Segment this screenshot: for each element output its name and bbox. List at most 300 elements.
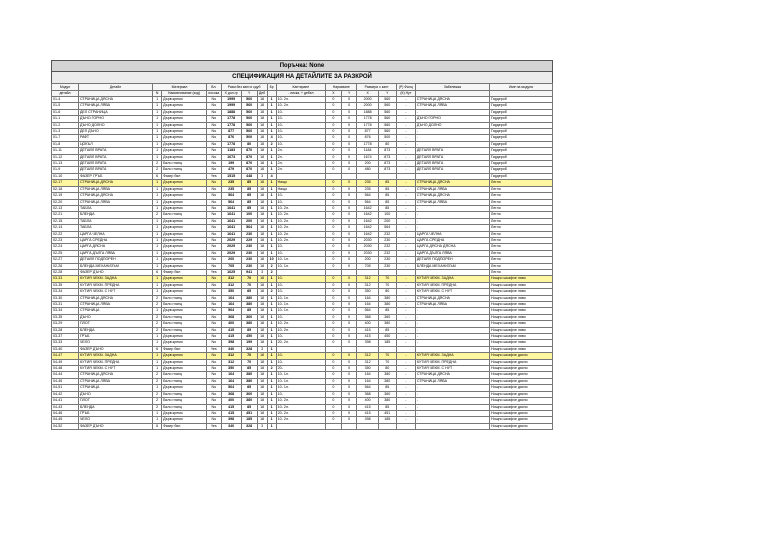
- row-qty: 1: [267, 276, 276, 282]
- row-part: ДЪНО ДОЛНО: [78, 122, 152, 128]
- row-cut-x: 398: [221, 340, 241, 346]
- row-qty: 1: [267, 97, 276, 103]
- col-groove-y: Y: [341, 91, 357, 97]
- row-note: -: [415, 205, 489, 211]
- row-qty: 1: [267, 129, 276, 135]
- col-module: Име на модула: [490, 84, 553, 91]
- col-drill: (Р) Фалц: [396, 84, 415, 91]
- row-cut-thk: 18: [257, 327, 267, 333]
- row-grain: No: [206, 237, 221, 243]
- row-cut-thk: 3: [257, 269, 267, 275]
- row-cut-x: 1641: [221, 225, 241, 231]
- row-note: СТРАНИЦА ЛЯВА: [415, 199, 489, 205]
- row-mat-name: Дърв.кремо: [162, 148, 207, 154]
- row-grain: No: [206, 109, 221, 115]
- row-fin-y: 564: [378, 225, 396, 231]
- row-fin-x: 1642: [357, 225, 378, 231]
- row-fin-x: 398: [357, 417, 378, 423]
- row-module: Нощно шкафче дясно: [490, 359, 553, 365]
- row-code: 04-41: [52, 398, 79, 404]
- row-mat-n: 2: [153, 321, 162, 327]
- row-mat-n: 2: [153, 302, 162, 308]
- row-fin-x: 1888: [357, 109, 378, 115]
- row-fin-y: 185: [378, 417, 396, 423]
- row-cut-y: 560: [241, 109, 257, 115]
- row-fin-y: 230: [378, 257, 396, 263]
- row-groove-y: 0: [341, 205, 357, 211]
- row-edging: 10- 2л.: [276, 237, 325, 243]
- col-cut-x: X дол.гр: [221, 91, 241, 97]
- row-fin-x: 1642: [357, 205, 378, 211]
- row-cut-x: 340: [221, 423, 241, 429]
- row-cut-thk: 18: [257, 205, 267, 211]
- row-groove-x: 0: [326, 385, 342, 391]
- row-code: 01-5: [52, 103, 79, 109]
- row-cut-thk: 18: [257, 167, 267, 173]
- row-groove-y: 0: [341, 359, 357, 365]
- row-fin-x: 2000: [357, 103, 378, 109]
- row-drill: -: [396, 417, 415, 423]
- row-code: 01-3: [52, 129, 79, 135]
- row-cut-y: 85: [241, 385, 257, 391]
- row-note: СТРАНИЦА ДЯСНА: [415, 97, 489, 103]
- row-code: 03-37: [52, 334, 79, 340]
- row-module: Гардероб: [490, 141, 553, 147]
- row-edging: 10-: [276, 289, 325, 295]
- row-fin-x: 1778: [357, 141, 378, 147]
- row-groove-y: 0: [341, 225, 357, 231]
- row-fin-y: 85: [378, 193, 396, 199]
- row-fin-y: 873: [378, 161, 396, 167]
- row-drill: -: [396, 161, 415, 167]
- row-edging: 10- 2л.: [276, 218, 325, 224]
- row-mat-n: 1: [153, 308, 162, 314]
- row-qty: 1: [267, 378, 276, 384]
- row-note: КУТИЯ ЧЕКМ. ЗАДНА: [415, 353, 489, 359]
- row-cut-y: 360: [241, 391, 257, 397]
- row-part: ФАЗЕР ГРЪБ: [78, 173, 152, 179]
- row-module: Нощно шкафче дясно: [490, 372, 553, 378]
- row-groove-y: 0: [341, 295, 357, 301]
- row-fin-y: 80: [378, 366, 396, 372]
- row-mat-name: Фазер бял: [162, 346, 207, 352]
- row-grain: No: [206, 141, 221, 147]
- row-fin-x: 312: [357, 282, 378, 288]
- row-part: СТРАНИЦА ЛЯВА: [78, 302, 152, 308]
- row-fin-y: 560: [378, 109, 396, 115]
- row-grain: No: [206, 417, 221, 423]
- row-groove-x: 0: [326, 199, 342, 205]
- row-mat-name: Дърв.кремо: [162, 417, 207, 423]
- row-grain: No: [206, 353, 221, 359]
- row-cut-y: 380: [241, 302, 257, 308]
- row-drill: -: [396, 148, 415, 154]
- row-grain: No: [206, 257, 221, 263]
- row-cut-x: 235: [221, 186, 241, 192]
- row-code: 04-42: [52, 391, 79, 397]
- row-fin-y: 80: [378, 289, 396, 295]
- row-part: СТРАНИЦА ЛЯВА: [78, 186, 152, 192]
- row-mat-name: Бяло гланц: [162, 378, 207, 384]
- row-fin-x: 1642: [357, 218, 378, 224]
- row-grain: No: [206, 398, 221, 404]
- row-mat-name: Дърв.кремо: [162, 186, 207, 192]
- order-label: Поръчка: None: [51, 60, 553, 71]
- row-mat-n: 1: [153, 218, 162, 224]
- row-code: 02-28: [52, 269, 79, 275]
- col-cut-thk: Деб: [257, 91, 267, 97]
- row-fin-y: 232: [378, 244, 396, 250]
- row-mat-n: 1: [153, 193, 162, 199]
- row-drill: -: [396, 410, 415, 416]
- row-fin-y: 873: [378, 148, 396, 154]
- row-mat-n: 1: [153, 225, 162, 231]
- row-mat-name: Бяло гланц: [162, 321, 207, 327]
- row-groove-x: 0: [326, 282, 342, 288]
- row-groove-y: 0: [341, 199, 357, 205]
- row-grain: No: [206, 263, 221, 269]
- row-module: Легло: [490, 244, 553, 250]
- row-mat-n: 1: [153, 366, 162, 372]
- row-groove-y: 0: [341, 327, 357, 333]
- row-qty: 1: [267, 180, 276, 186]
- row-module: Легло: [490, 269, 553, 275]
- row-module: Легло: [490, 186, 553, 192]
- row-groove-x: 0: [326, 122, 342, 128]
- row-qty: 1: [267, 103, 276, 109]
- row-cut-x: 1673: [221, 154, 241, 160]
- row-grain: No: [206, 295, 221, 301]
- row-mat-name: Дърв.кремо: [162, 340, 207, 346]
- row-fin-y: 560: [378, 97, 396, 103]
- row-drill: -: [396, 321, 415, 327]
- row-groove-x: 0: [326, 193, 342, 199]
- row-fin-x: 312: [357, 359, 378, 365]
- row-code: 04-49: [52, 359, 79, 365]
- row-groove-y: 0: [341, 244, 357, 250]
- row-cut-thk: 18: [257, 97, 267, 103]
- row-cut-thk: 18: [257, 199, 267, 205]
- col-grain-sub: посока: [208, 91, 220, 95]
- row-cut-y: 80: [241, 141, 257, 147]
- col-finished: Размери с кант: [357, 84, 396, 91]
- row-cut-y: 230: [241, 263, 257, 269]
- row-mat-n: 1: [153, 97, 162, 103]
- row-edging: 10-: [276, 193, 325, 199]
- row-part: ГРЪБ: [78, 334, 152, 340]
- row-edging: 10-: [276, 244, 325, 250]
- row-cut-y: 85: [241, 205, 257, 211]
- row-module: Гардероб: [490, 148, 553, 154]
- row-part: ЦАРГА ДЯСНА: [78, 244, 152, 250]
- row-cut-thk: 18: [257, 135, 267, 141]
- row-drill: -: [396, 103, 415, 109]
- row-groove-x: 0: [326, 109, 342, 115]
- row-note: -: [415, 129, 489, 135]
- row-drill: -: [396, 398, 415, 404]
- row-cut-x: 2029: [221, 237, 241, 243]
- row-note: -: [415, 385, 489, 391]
- row-drill: -: [396, 141, 415, 147]
- row-groove-y: 0: [341, 321, 357, 327]
- row-code: 02-25: [52, 250, 79, 256]
- row-cut-thk: 18: [257, 154, 267, 160]
- row-qty: 1: [267, 346, 276, 352]
- row-cut-thk: 18: [257, 353, 267, 359]
- row-mat-name: Дърв.кремо: [162, 154, 207, 160]
- row-cut-thk: 3: [257, 346, 267, 352]
- row-cut-y: 85: [241, 199, 257, 205]
- row-edging: 2л.: [276, 154, 325, 160]
- row-mat-n: 2: [153, 404, 162, 410]
- row-mat-name: Бяло гланц: [162, 295, 207, 301]
- row-mat-n: 1: [153, 417, 162, 423]
- row-code: 02-15: [52, 218, 79, 224]
- row-fin-x: 398: [357, 340, 378, 346]
- row-part: ЦАРГА ЧЕЛНА: [78, 231, 152, 237]
- row-grain: No: [206, 302, 221, 308]
- row-groove-x: 0: [326, 237, 342, 243]
- row-fin-y: 380: [378, 302, 396, 308]
- row-drill: -: [396, 302, 415, 308]
- row-fin-x: 164: [357, 378, 378, 384]
- row-cut-x: 1515: [221, 173, 241, 179]
- row-fin-y: 85: [378, 199, 396, 205]
- row-groove-y: 0: [341, 398, 357, 404]
- row-mat-n: 1: [153, 334, 162, 340]
- row-drill: -: [396, 186, 415, 192]
- row-qty: 2: [267, 269, 276, 275]
- row-grain: No: [206, 231, 221, 237]
- row-mat-n: 1: [153, 289, 162, 295]
- row-cut-y: 70: [241, 282, 257, 288]
- row-drill: -: [396, 237, 415, 243]
- col-drill-sub: (К) Нут: [396, 91, 415, 97]
- row-groove-x: 0: [326, 321, 342, 327]
- row-edging: 20- 2л.: [276, 410, 325, 416]
- row-qty: 1: [267, 244, 276, 250]
- row-fin-x: 2030: [357, 250, 378, 256]
- row-edging: 10- 1л.: [276, 385, 325, 391]
- row-part: ДЪНО: [78, 314, 152, 320]
- row-mat-n: 2: [153, 167, 162, 173]
- row-qty: 1: [267, 225, 276, 231]
- row-mat-n: 1: [153, 340, 162, 346]
- row-groove-x: 0: [326, 135, 342, 141]
- row-code: 01-6: [52, 109, 79, 115]
- row-mat-name: Дърв.кремо: [162, 385, 207, 391]
- row-grain: No: [206, 103, 221, 109]
- row-edging: 10- 1л.: [276, 308, 325, 314]
- row-fin-x: 876: [357, 135, 378, 141]
- row-module: Легло: [490, 257, 553, 263]
- row-cut-x: 1641: [221, 212, 241, 218]
- row-groove-y: [341, 423, 357, 429]
- row-mat-n: 6: [153, 269, 162, 275]
- row-cut-x: 564: [221, 193, 241, 199]
- row-groove-y: 0: [341, 97, 357, 103]
- row-part: ТАБЛА: [78, 225, 152, 231]
- row-fin-x: 350: [357, 366, 378, 372]
- row-fin-x: 368: [357, 391, 378, 397]
- row-part: КУТИЯ ЧЕКМ. ЗАДНА: [78, 353, 152, 359]
- row-module: Гардероб: [490, 161, 553, 167]
- row-code: 01-12: [52, 154, 79, 160]
- row-part: КУТИЯ ЧЕКМ. ПРЕДНА: [78, 282, 152, 288]
- row-edging: 10-: [276, 250, 325, 256]
- row-edging: 10-: [276, 391, 325, 397]
- row-groove-y: 0: [341, 161, 357, 167]
- row-cut-thk: 18: [257, 391, 267, 397]
- row-edging: 10- 2л.: [276, 103, 325, 109]
- row-fin-x: 564: [357, 199, 378, 205]
- row-module: Нощно шкафче дясно: [490, 417, 553, 423]
- row-qty: 1: [267, 154, 276, 160]
- row-grain: No: [206, 378, 221, 384]
- row-fin-y: 560: [378, 122, 396, 128]
- row-module: Нощно шкафче дясно: [490, 378, 553, 384]
- row-drill: -: [396, 263, 415, 269]
- row-qty: 10: [267, 257, 276, 263]
- row-mat-n: 1: [153, 205, 162, 211]
- row-groove-y: 0: [341, 378, 357, 384]
- row-mat-n: 1: [153, 103, 162, 109]
- row-code: 02-18: [52, 186, 79, 192]
- row-mat-name: Дърв.кремо: [162, 289, 207, 295]
- row-mat-name: Бяло гланц: [162, 212, 207, 218]
- row-part: ЦАРГА СРЕДНА: [78, 237, 152, 243]
- row-qty: 1: [267, 218, 276, 224]
- row-module: Легло: [490, 250, 553, 256]
- row-cut-x: 415: [221, 327, 241, 333]
- row-code: 02-27: [52, 257, 79, 263]
- row-edging: 10- 1л.: [276, 263, 325, 269]
- row-fin-x: 1642: [357, 231, 378, 237]
- row-groove-x: 0: [326, 180, 342, 186]
- row-grain: No: [206, 116, 221, 122]
- row-drill: -: [396, 129, 415, 135]
- row-fin-y: 380: [378, 372, 396, 378]
- row-fin-x: 164: [357, 302, 378, 308]
- row-module: Нощно шкафче ляво: [490, 334, 553, 340]
- row-qty: 1: [267, 398, 276, 404]
- row-module: Нощно шкафче ляво: [490, 308, 553, 314]
- row-grain: Yes: [206, 423, 221, 429]
- row-cut-x: 164: [221, 378, 241, 384]
- row-grain: No: [206, 391, 221, 397]
- row-code: 02-20: [52, 199, 79, 205]
- row-drill: -: [396, 218, 415, 224]
- row-grain: No: [206, 334, 221, 340]
- row-edging: 10- 2л.: [276, 417, 325, 423]
- row-fin-x: 564: [357, 385, 378, 391]
- row-cut-x: 564: [221, 385, 241, 391]
- row-qty: 1: [267, 167, 276, 173]
- row-groove-y: 0: [341, 372, 357, 378]
- row-mat-name: Дърв.кремо: [162, 97, 207, 103]
- row-edging: 10- 2л.: [276, 398, 325, 404]
- row-grain: No: [206, 193, 221, 199]
- row-groove-x: 0: [326, 308, 342, 314]
- col-grain: Вл.: [206, 84, 221, 91]
- row-qty: 1: [267, 404, 276, 410]
- row-qty: 1: [267, 205, 276, 211]
- row-fin-x: 1184: [357, 148, 378, 154]
- row-fin-x: 564: [357, 193, 378, 199]
- row-mat-name: Дърв.кремо: [162, 109, 207, 115]
- row-part: КУТИЯ ЧЕКМ. ПРЕДНА: [78, 359, 152, 365]
- row-note: СТРАНИЦА ЛЯВА: [415, 186, 489, 192]
- row-cut-thk: 18: [257, 276, 267, 282]
- row-mat-name: Дърв.кремо: [162, 231, 207, 237]
- row-mat-n: 2: [153, 378, 162, 384]
- row-groove-y: 0: [341, 193, 357, 199]
- row-grain: No: [206, 385, 221, 391]
- row-cut-y: 70: [241, 353, 257, 359]
- row-cut-thk: 18: [257, 385, 267, 391]
- row-cut-thk: 18: [257, 180, 267, 186]
- row-qty: 1: [267, 199, 276, 205]
- row-note: -: [415, 404, 489, 410]
- row-mat-n: 1: [153, 385, 162, 391]
- row-groove-x: 0: [326, 378, 342, 384]
- row-groove-x: 0: [326, 327, 342, 333]
- row-fin-y: 560: [378, 116, 396, 122]
- row-code: 01-13: [52, 161, 79, 167]
- row-drill: -: [396, 314, 415, 320]
- row-part: ПЛОТ: [78, 321, 152, 327]
- row-fin-y: 80: [378, 141, 396, 147]
- row-fin-x: 350: [357, 289, 378, 295]
- row-note: ДЪНО ДОЛНО: [415, 122, 489, 128]
- row-groove-y: 0: [341, 366, 357, 372]
- row-fin-x: 312: [357, 276, 378, 282]
- row-fin-y: 85: [378, 180, 396, 186]
- row-edging: 2л.: [276, 167, 325, 173]
- row-part: СТРАНИЦА ДЯСНА: [78, 180, 152, 186]
- row-cut-y: 380: [241, 295, 257, 301]
- row-note: -: [415, 334, 489, 340]
- row-note: ЦАРГА СРЕДНА: [415, 237, 489, 243]
- row-cut-x: 400: [221, 321, 241, 327]
- row-code: 03-34: [52, 308, 79, 314]
- row-mat-n: 2: [153, 327, 162, 333]
- row-mat-n: 2: [153, 391, 162, 397]
- row-edging: 10- 2л.: [276, 231, 325, 237]
- row-code: 01-4: [52, 97, 79, 103]
- row-cut-thk: 3: [257, 423, 267, 429]
- row-groove-x: 0: [326, 295, 342, 301]
- row-drill: -: [396, 231, 415, 237]
- row-drill: -: [396, 212, 415, 218]
- row-cut-y: 230: [241, 257, 257, 263]
- row-fin-y: 185: [378, 340, 396, 346]
- row-cut-thk: 18: [257, 404, 267, 410]
- row-edging: 10-: [276, 359, 325, 365]
- row-cut-thk: 18: [257, 186, 267, 192]
- row-edging: Нищо: [276, 186, 325, 192]
- row-mat-name: Дърв.кремо: [162, 199, 207, 205]
- row-code: 04-45: [52, 417, 79, 423]
- row-code: 04-48: [52, 366, 79, 372]
- parts-table: [51, 83, 553, 430]
- row-module: Гардероб: [490, 122, 553, 128]
- row-note: КУТИЯ ЧЕКМ. ПРЕДНА: [415, 359, 489, 365]
- row-fin-y: [378, 423, 396, 429]
- row-code: 04-47: [52, 353, 79, 359]
- row-cut-thk: 18: [257, 193, 267, 199]
- row-groove-x: 0: [326, 353, 342, 359]
